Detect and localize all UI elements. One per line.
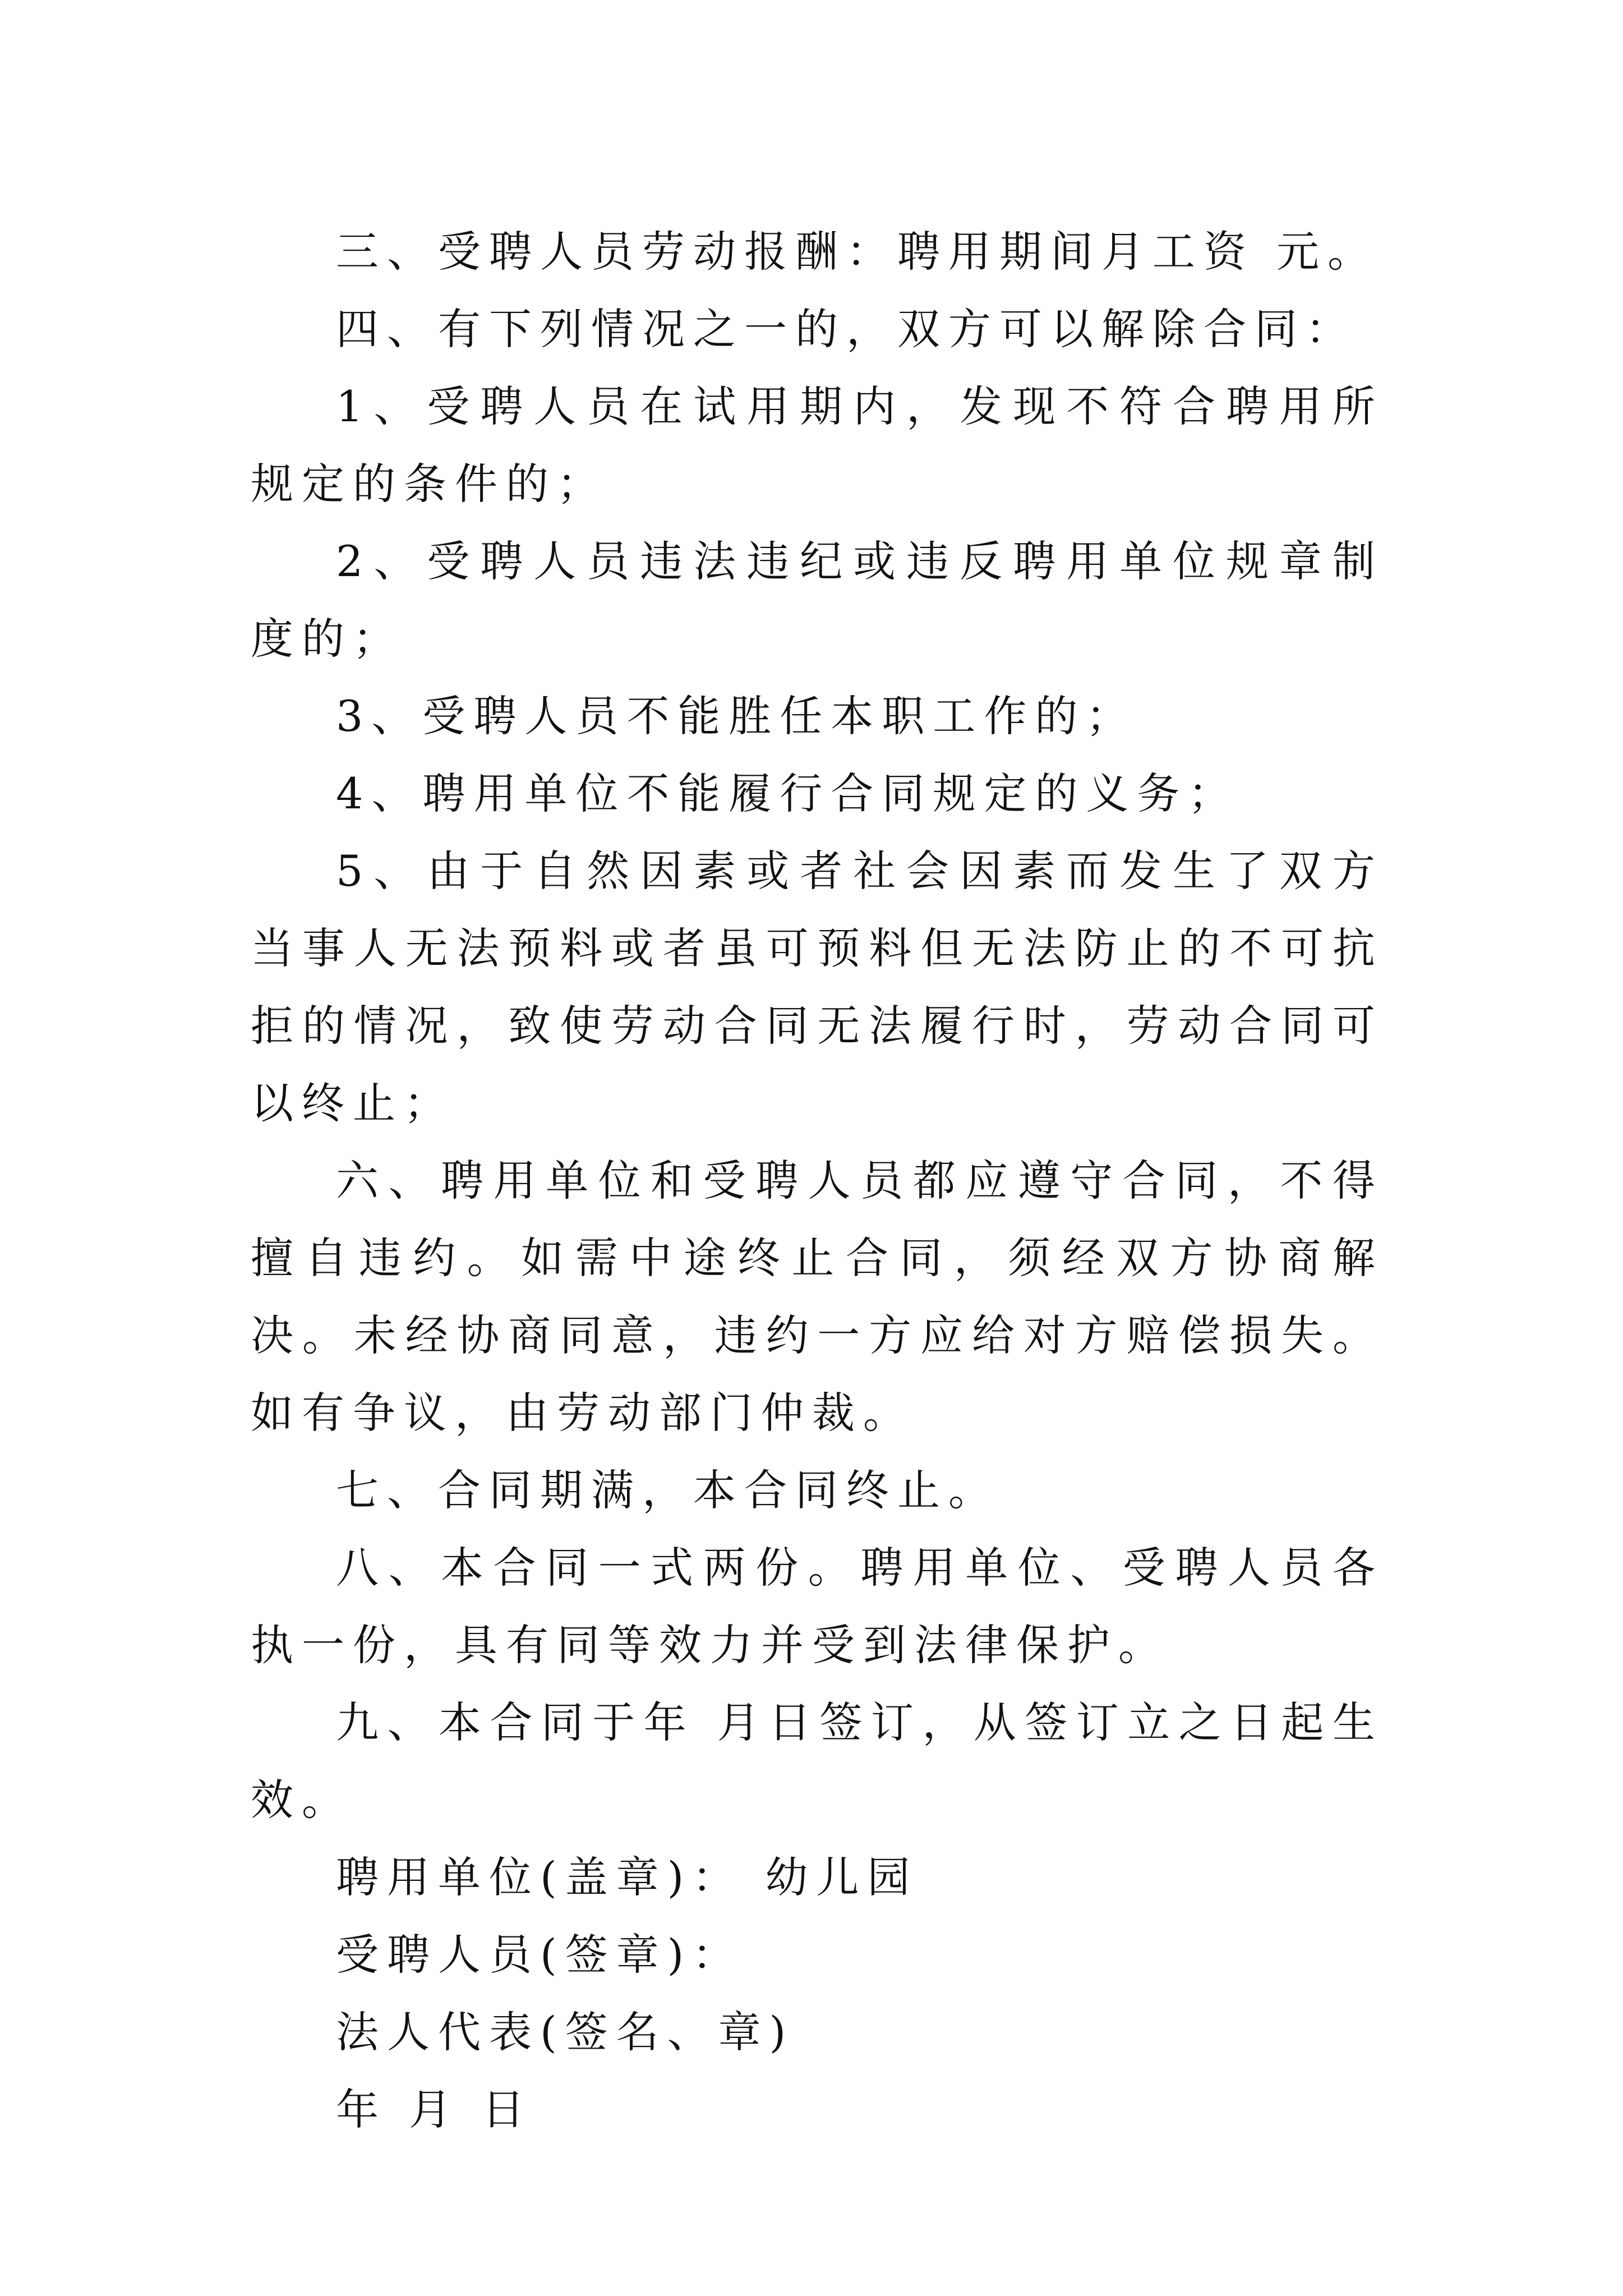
employer-signature-line: 聘用单位(盖章)： 幼儿园 xyxy=(336,1852,919,1902)
legal-rep-signature-line: 法人代表(签名、章) xyxy=(336,2007,795,2057)
termination-item-5: 5、由于自然因素或者社会因素而发生了双方当事人无法预料或者虽可预料但无法防止的不可抗拒的情况，致使劳动合同无法履行时，劳动合同可以终止； xyxy=(251,846,1384,1128)
clause-6-compliance: 六、聘用单位和受聘人员都应遵守合同，不得擅自违约。如需中途终止合同，须经双方协商解决。未经协商同意，违约一方应给对方赔偿损失。如有争议，由劳动部门仲裁。 xyxy=(251,1156,1384,1438)
employee-signature-line: 受聘人员(签章)： xyxy=(336,1930,744,1980)
contract-body xyxy=(251,213,1384,2148)
clause-9-effective-date: 九、本合同于年 月日签订，从签订立之日起生效。 xyxy=(251,1697,1384,1825)
signing-date-line: 年 月 日 xyxy=(336,2085,533,2134)
clause-8-copies: 八、本合同一式两份。聘用单位、受聘人员各执一份，具有同等效力并受到法律保护。 xyxy=(251,1543,1384,1670)
termination-item-3: 3、受聘人员不能胜任本职工作的； xyxy=(336,691,1137,741)
clause-7-expiry: 七、合同期满，本合同终止。 xyxy=(336,1465,999,1515)
termination-item-2: 2、受聘人员违法违纪或违反聘用单位规章制度的； xyxy=(251,536,1384,664)
termination-item-1: 1、受聘人员在试用期内，发现不符合聘用所规定的条件的； xyxy=(251,381,1384,509)
clause-4-termination: 四、有下列情况之一的，双方可以解除合同： xyxy=(336,304,1357,354)
clause-3-salary: 三、受聘人员劳动报酬：聘用期间月工资 元。 xyxy=(336,227,1379,277)
termination-item-4: 4、聘用单位不能履行合同规定的义务； xyxy=(336,769,1239,818)
